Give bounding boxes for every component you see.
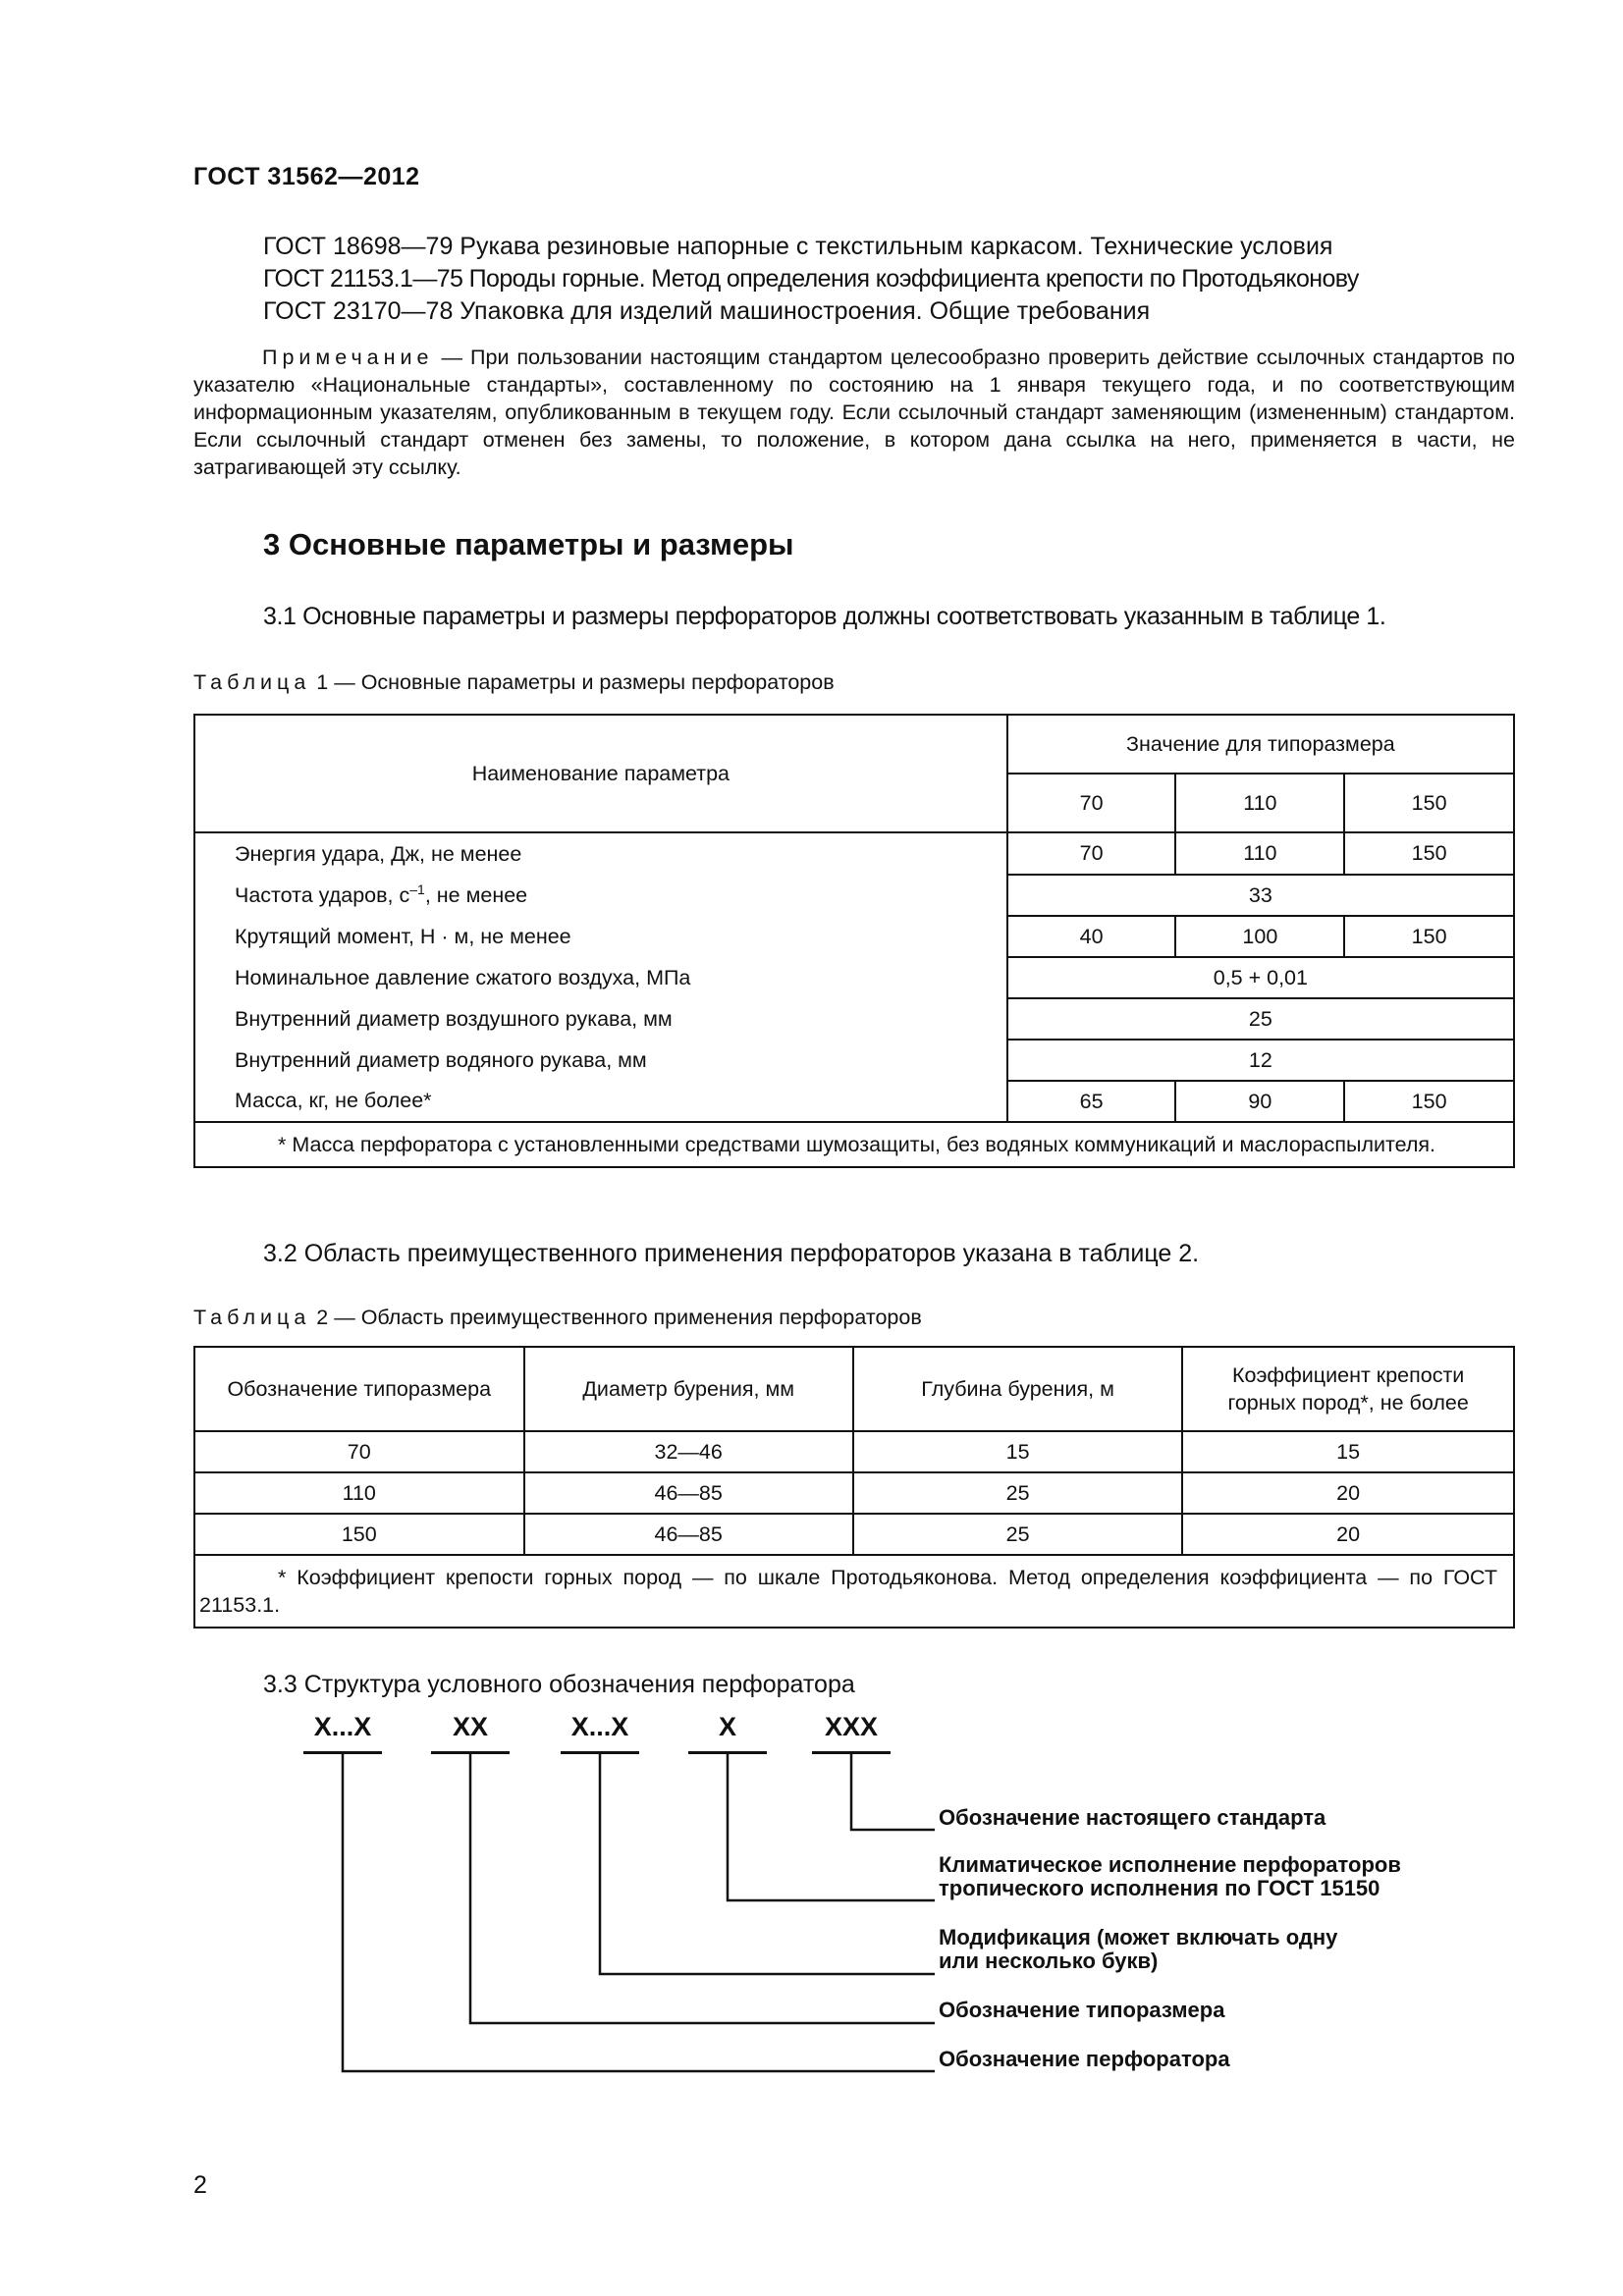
page-number: 2: [193, 2171, 207, 2199]
designation-label-modification: [939, 1926, 1337, 1973]
table2-cell: 25: [853, 1514, 1182, 1555]
table1-cell: 0,5 + 0,01: [1007, 957, 1514, 998]
connector-line: [470, 1753, 935, 2023]
designation-label-size: [939, 1999, 1224, 2022]
label-line: тропического исполнения по ГОСТ 15150: [939, 1876, 1380, 1900]
designation-label-perforator: [939, 2048, 1230, 2071]
paragraph-3-3: 3.3 Структура условного обозначения перфоратора: [263, 1671, 855, 1698]
table1-param-name: Внутренний диаметр водяного рукава, мм: [194, 1040, 1007, 1081]
reference-item: ГОСТ 23170—78 Упаковка для изделий машиностроения. Общие требования: [263, 297, 1151, 325]
reference-item: ГОСТ 21153.1—75 Породы горные. Метод определения коэффициента крепости по Протодьяконову: [263, 265, 1359, 293]
param-text: Частота ударов, с: [235, 882, 410, 907]
connector-line: [851, 1753, 935, 1830]
table1-value-header: Значение для типоразмера: [1007, 715, 1514, 774]
table1-cell: 100: [1175, 916, 1344, 957]
table2-header: Глубина бурения, м: [853, 1347, 1182, 1431]
table1-param-name: Крутящий момент, Н · м, не менее: [194, 916, 1007, 957]
table2-caption-lead: Таблица: [193, 1306, 311, 1329]
paragraph-3-2: 3.2 Область преимущественного применения перфораторов указана в таблице 2.: [263, 1240, 1200, 1267]
table1-cell: 150: [1344, 916, 1514, 957]
note-text: — При пользовании настоящим стандартом целесообразно проверить действие ссылочных стандартов по указателю «Национальные стандарты», составленному по состоянию на 1 января текущего года, и по соответствующим информационным указателям, опубликованным в текущем году. Если ссылочный стандарт заменяющим (измененным) стандартом. Если ссылочный стандарт отменен без замены, то положение, в котором дана ссылка на него, применяется в части, не затрагивающей эту ссылку.: [193, 346, 1515, 479]
param-superscript: –1: [409, 881, 425, 897]
designation-code: X: [718, 1712, 736, 1741]
table1-caption-lead: Таблица: [193, 670, 311, 694]
footnote-text: * Масса перфоратора с установленными средствами шумозащиты, без водяных коммуникаций и маслораспылителя.: [278, 1133, 1436, 1156]
reference-item: ГОСТ 18698—79 Рукава резиновые напорные с текстильным каркасом. Технические условия: [263, 233, 1333, 260]
table2-cell: 46—85: [524, 1514, 853, 1555]
table2-cell: 20: [1182, 1514, 1514, 1555]
table1-cell: 33: [1007, 875, 1514, 916]
table2-cell: 15: [1182, 1431, 1514, 1472]
table1-size-header: 150: [1344, 774, 1514, 832]
designation-code: XXX: [824, 1712, 879, 1741]
label-line: Обозначение типоразмера: [939, 1998, 1225, 2022]
table2-cell: 25: [853, 1472, 1182, 1514]
designation-label-climate: [939, 1853, 1401, 1900]
designation-code: X...X: [313, 1712, 372, 1741]
footnote-text: * Коэффициент крепости горных пород — по шкале Протодьяконова. Метод определения коэффициента — по ГОСТ 21153.1.: [199, 1566, 1497, 1617]
table1-cell: 150: [1344, 832, 1514, 875]
table2-cell: 32—46: [524, 1431, 853, 1472]
table1-cell: 12: [1007, 1040, 1514, 1081]
table1-cell: 25: [1007, 998, 1514, 1040]
section-title: 3 Основные параметры и размеры: [263, 527, 794, 561]
document-header: ГОСТ 31562—2012: [193, 163, 420, 190]
table1-param-name: Масса, кг, не более*: [194, 1081, 1007, 1122]
table1-caption-text: 1 — Основные параметры и размеры перфораторов: [316, 670, 835, 694]
label-line: или несколько букв): [939, 1949, 1159, 1973]
table1-param-name: Энергия удара, Дж, не менее: [194, 832, 1007, 875]
note-lead: Примечание: [262, 346, 434, 369]
table1-size-header: 70: [1007, 774, 1176, 832]
table1-size-header: 110: [1175, 774, 1344, 832]
table1-cell: 110: [1175, 832, 1344, 875]
table2-caption-text: 2 — Область преимущественного применения перфораторов: [316, 1306, 922, 1329]
table2-header: Диаметр бурения, мм: [524, 1347, 853, 1431]
paragraph-3-1: 3.1 Основные параметры и размеры перфораторов должны соответствовать указанным в таблице 1.: [263, 603, 1386, 630]
connector-line: [728, 1753, 935, 1900]
table2-cell: 110: [194, 1472, 524, 1514]
table1-param-header: Наименование параметра: [194, 715, 1007, 832]
table1-cell: 90: [1175, 1081, 1344, 1122]
table2-cell: 20: [1182, 1472, 1514, 1514]
param-text: , не менее: [424, 882, 528, 907]
table1-cell: 65: [1007, 1081, 1176, 1122]
designation-label-standard: [939, 1806, 1325, 1830]
label-line: Климатическое исполнение перфораторов: [939, 1852, 1401, 1877]
table2-header: Обозначение типоразмера: [194, 1347, 524, 1431]
label-line: Обозначение перфоратора: [939, 2047, 1230, 2071]
connector-line: [600, 1753, 935, 1974]
designation-code: X...X: [570, 1712, 629, 1741]
label-line: Модификация (может включать одну: [939, 1925, 1338, 1949]
table1-cell: 150: [1344, 1081, 1514, 1122]
table2-cell: 15: [853, 1431, 1182, 1472]
table1-param-name: Номинальное давление сжатого воздуха, МПа: [194, 957, 1007, 998]
designation-code: XX: [452, 1712, 489, 1741]
table2-header: Коэффициент крепости горных пород*, не более: [1182, 1347, 1514, 1431]
label-line: Обозначение настоящего стандарта: [939, 1805, 1326, 1830]
table2-cell: 150: [194, 1514, 524, 1555]
table1-param-name: Внутренний диаметр воздушного рукава, мм: [194, 998, 1007, 1040]
table1-cell: 40: [1007, 916, 1176, 957]
table2-cell: 70: [194, 1431, 524, 1472]
table1-cell: 70: [1007, 832, 1176, 875]
table2-cell: 46—85: [524, 1472, 853, 1514]
